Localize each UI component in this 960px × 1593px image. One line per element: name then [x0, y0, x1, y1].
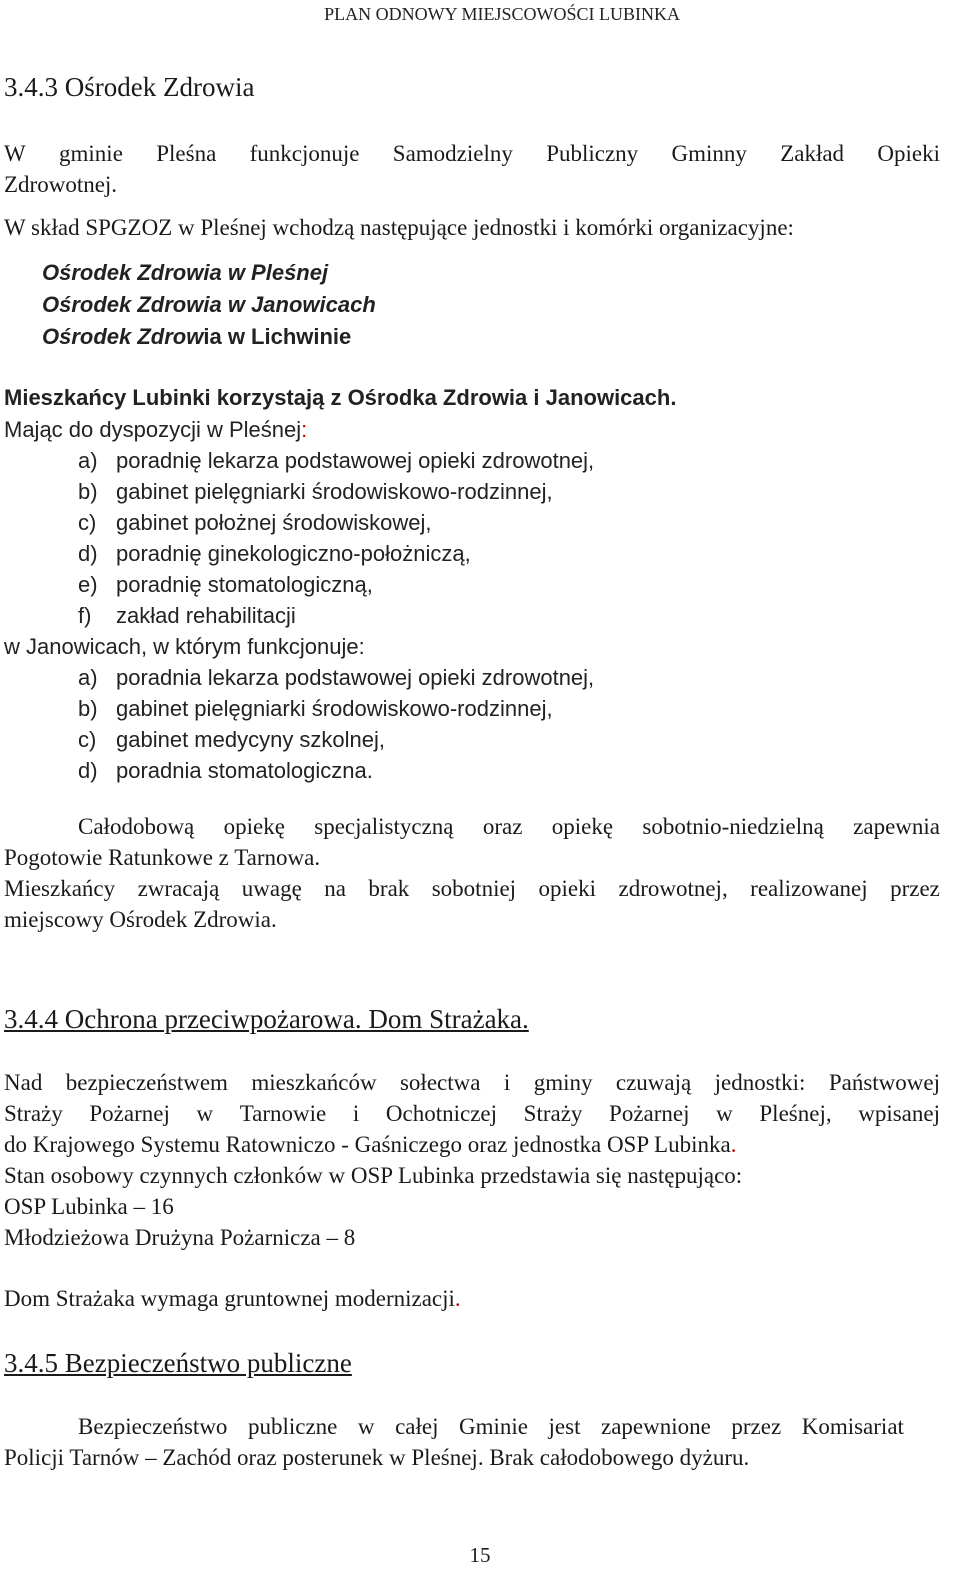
plesna-intro-text: Mając do dyspozycji w Pleśnej — [4, 417, 302, 442]
word: czuwają — [615, 1070, 692, 1095]
plesna-intro — [4, 417, 307, 443]
list-item-text: poradnię stomatologiczną, — [116, 572, 373, 597]
fire-para-line-3 — [4, 1132, 736, 1158]
list-item-text: poradnię ginekologiczno-położniczą, — [116, 541, 471, 566]
word: funkcjonuje — [249, 141, 360, 166]
word: gminy — [533, 1070, 593, 1095]
list-item-label: d) — [78, 758, 98, 783]
word: Całodobową — [78, 814, 195, 839]
mdp-count-line: Młodzieżowa Drużyna Pożarnicza – 8 — [4, 1225, 356, 1250]
word: i — [352, 1101, 360, 1126]
list-item — [78, 696, 594, 727]
word: zdrowotnej, — [618, 876, 728, 901]
word: Publiczny — [546, 141, 639, 166]
word: sobotniej — [431, 876, 517, 901]
care-line-2: Pogotowie Ratunkowe z Tarnowa. — [4, 845, 321, 870]
running-header: PLAN ODNOWY MIEJSCOWOŚCI LUBINKA — [324, 4, 680, 24]
word: realizowanej — [750, 876, 868, 901]
list-item-text: poradnię lekarza podstawowej opieki zdrowotnej, — [116, 448, 595, 473]
unit-item-3 — [42, 324, 351, 350]
security-line-2: Policji Tarnów – Zachód oraz posterunek w Pleśnej. Brak całodobowego dyżuru. — [4, 1445, 750, 1470]
list-item-text: poradnia lekarza podstawowej opieki zdrowotnej, — [116, 665, 595, 690]
list-item-label: d) — [78, 541, 98, 566]
unit-item-1: Ośrodek Zdrowia w Pleśnej — [42, 260, 329, 285]
word: Straży — [4, 1101, 63, 1126]
list-item — [78, 665, 594, 696]
list-item-label: f) — [78, 603, 92, 628]
word: w — [196, 1101, 214, 1126]
word: Pożarnej — [609, 1101, 690, 1126]
list-item-label: a) — [78, 665, 98, 690]
list-item — [78, 510, 594, 541]
word: Gminny — [671, 141, 747, 166]
list-item-text: gabinet pielęgniarki środowiskowo-rodzinnej, — [116, 479, 553, 504]
list-item — [78, 479, 594, 510]
security-line-1 — [78, 1414, 904, 1440]
word: Mieszkańcy — [4, 876, 116, 901]
janowice-list — [78, 665, 594, 789]
list-item — [78, 727, 594, 758]
osp-count-line: OSP Lubinka – 16 — [4, 1194, 174, 1219]
intro-line-1 — [4, 141, 940, 167]
word: przez — [890, 876, 940, 901]
fire-para-line-2 — [4, 1101, 940, 1127]
word: publiczne — [247, 1414, 338, 1439]
list-item-text: gabinet położnej środowiskowej, — [116, 510, 432, 535]
word: Opieki — [877, 141, 940, 166]
modernization-line — [4, 1286, 461, 1312]
fire-para-line-1 — [4, 1070, 940, 1096]
word: całej — [395, 1414, 439, 1439]
complaint-line-2: miejscowy Ośrodek Zdrowia. — [4, 907, 277, 932]
section-heading-3-4-3: 3.4.3 Ośrodek Zdrowia — [4, 72, 255, 102]
list-item-text: zakład rehabilitacji — [116, 603, 296, 628]
list-item-text: gabinet pielęgniarki środowiskowo-rodzinnej, — [116, 696, 553, 721]
list-item-label: a) — [78, 448, 98, 473]
word: Straży — [523, 1101, 583, 1126]
modernization-dot: . — [454, 1286, 461, 1311]
word: Samodzielny — [392, 141, 513, 166]
plesna-intro-colon: : — [301, 417, 308, 442]
word: opiekę — [551, 814, 614, 839]
word: Zakład — [780, 141, 845, 166]
word: Komisariat — [801, 1414, 904, 1439]
word: przez — [731, 1414, 782, 1439]
list-item-text: gabinet medycyny szkolnej, — [116, 727, 386, 752]
list-item-text: poradnia stomatologiczna. — [116, 758, 373, 783]
list-item-label: c) — [78, 510, 97, 535]
list-item-label: e) — [78, 572, 98, 597]
word: sołectwa — [399, 1070, 481, 1095]
word: oraz — [482, 814, 523, 839]
units-intro-line: W skład SPGZOZ w Pleśnej wchodzą następujące jednostki i komórki organizacyjne: — [4, 215, 794, 240]
list-item-label: b) — [78, 479, 98, 504]
fire-para-line-3-text: do Krajowego Systemu Ratowniczo - Gaśniczego oraz jednostka OSP Lubinka — [4, 1132, 731, 1157]
intro-line-2: Zdrowotnej. — [4, 172, 118, 197]
list-item — [78, 572, 594, 603]
unit-item-2: Ośrodek Zdrowia w Janowicach — [42, 292, 376, 317]
list-item — [78, 448, 594, 479]
word: specjalistyczną — [314, 814, 454, 839]
word: jednostki: — [714, 1070, 806, 1095]
page-number: 15 — [469, 1543, 491, 1567]
word: w — [716, 1101, 733, 1126]
word: Pleśnej, — [759, 1101, 832, 1126]
word: Bezpieczeństwo — [78, 1414, 228, 1439]
word: bezpieczeństwem — [65, 1070, 228, 1095]
fire-para-line-3-dot: . — [730, 1132, 737, 1157]
list-item-label: c) — [78, 727, 97, 752]
care-line-1 — [78, 814, 940, 840]
word: Ochotniczej — [385, 1101, 498, 1126]
word: uwagę — [241, 876, 302, 901]
word: jest — [548, 1414, 581, 1439]
word: Nad — [4, 1070, 43, 1095]
list-item — [78, 541, 594, 572]
word: brak — [368, 876, 410, 901]
word: zapewnia — [853, 814, 940, 839]
word: gminie — [59, 141, 123, 166]
word: na — [324, 876, 346, 901]
list-item-label: b) — [78, 696, 98, 721]
section-heading-3-4-4: 3.4.4 Ochrona przeciwpożarowa. Dom Strażaka. — [4, 1004, 529, 1034]
unit-item-3-rest: ia w Lichwinie — [203, 324, 352, 349]
list-item — [78, 603, 594, 634]
word: Tarnowie — [239, 1101, 327, 1126]
word: W — [4, 141, 26, 166]
plesna-list — [78, 448, 594, 634]
list-item — [78, 758, 594, 789]
word: i — [503, 1070, 511, 1095]
word: Pożarnej — [89, 1101, 170, 1126]
janowice-intro: w Janowicach, w którym funkcjonuje: — [4, 634, 365, 659]
section-heading-3-4-5: 3.4.5 Bezpieczeństwo publiczne — [4, 1348, 352, 1378]
word: zwracają — [137, 876, 220, 901]
word: mieszkańców — [251, 1070, 377, 1095]
word: Państwowej — [828, 1070, 940, 1095]
unit-item-3-italic: Ośrodek Zdrow — [42, 324, 204, 349]
word: sobotnio-niedzielną — [642, 814, 824, 839]
modernization-text: Dom Strażaka wymaga gruntownej modernizacji — [4, 1286, 455, 1311]
complaint-line-1 — [4, 876, 940, 902]
residents-bold-line: Mieszkańcy Lubinki korzystają z Ośrodka Zdrowia i Janowicach. — [4, 385, 677, 410]
word: Gminie — [459, 1414, 528, 1439]
word: wpisanej — [858, 1101, 940, 1126]
word: Pleśna — [156, 141, 217, 166]
word: w — [357, 1414, 375, 1439]
staff-line: Stan osobowy czynnych członków w OSP Lubinka przedstawia się następująco: — [4, 1163, 743, 1188]
word: opiekę — [223, 814, 285, 839]
word: zapewnione — [601, 1414, 711, 1439]
word: opieki — [538, 876, 597, 901]
